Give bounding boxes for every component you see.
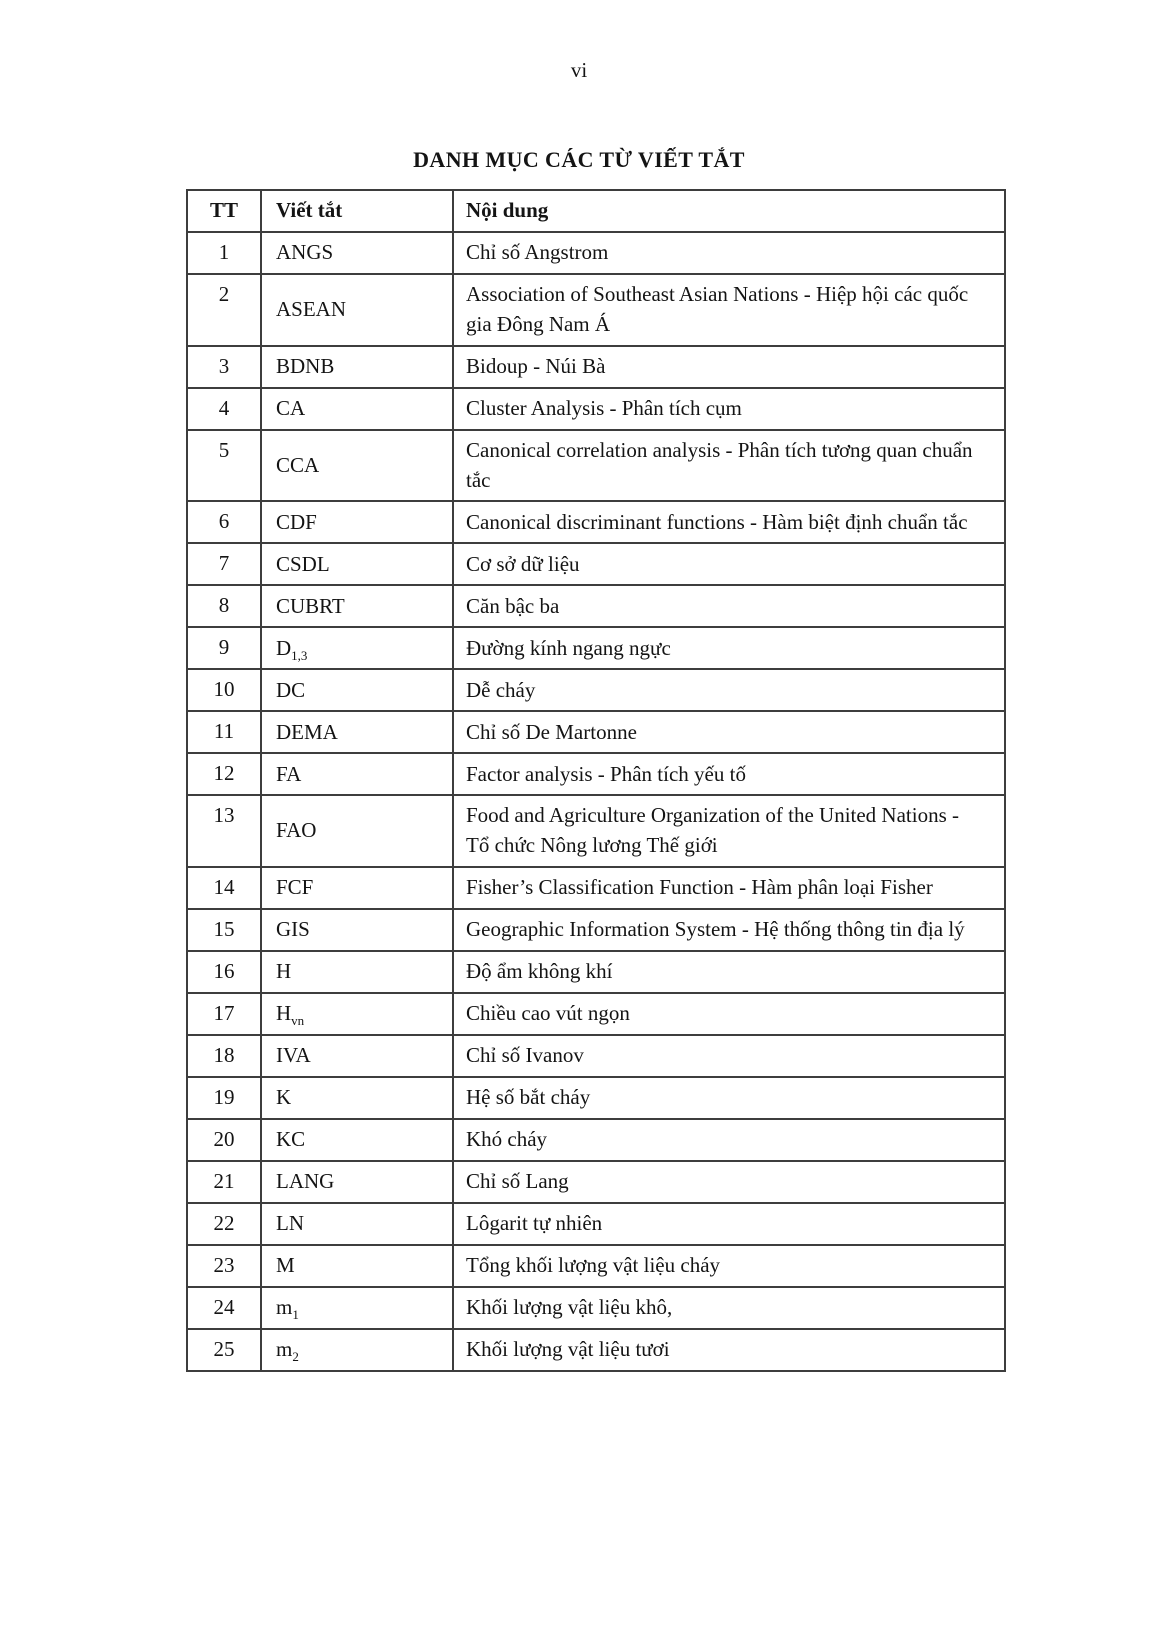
table-row: [187, 1245, 1005, 1287]
table-row: [187, 1203, 1005, 1245]
cell-tt: 22: [187, 1203, 261, 1245]
cell-abbreviation: IVA: [261, 1035, 453, 1077]
cell-content: Khối lượng vật liệu khô,: [453, 1287, 1005, 1329]
cell-tt: 5: [187, 430, 261, 502]
cell-content: Cơ sở dữ liệu: [453, 543, 1005, 585]
cell-tt: 18: [187, 1035, 261, 1077]
cell-tt: 3: [187, 346, 261, 388]
table-row: [187, 388, 1005, 430]
cell-content: Canonical discriminant functions - Hàm biệt định chuẩn tắc: [453, 501, 1005, 543]
table-row: [187, 1161, 1005, 1203]
cell-abbreviation: $D_{1,3}$: [261, 627, 453, 669]
cell-abbreviation: FAO: [261, 795, 453, 867]
cell-abbreviation: $m_2$: [261, 1329, 453, 1371]
cell-tt: 20: [187, 1119, 261, 1161]
cell-tt: 7: [187, 543, 261, 585]
cell-abbreviation: ASEAN: [261, 274, 453, 346]
cell-tt: 2: [187, 274, 261, 346]
cell-tt: 6: [187, 501, 261, 543]
table-row: [187, 585, 1005, 627]
cell-tt: 23: [187, 1245, 261, 1287]
cell-tt: 10: [187, 669, 261, 711]
header-tt: TT: [187, 190, 261, 232]
table-row: [187, 501, 1005, 543]
table-body: [187, 232, 1005, 1371]
abbreviation-subscript: 1,3: [291, 647, 308, 663]
cell-abbreviation: BDNB: [261, 346, 453, 388]
header-viet-tat: Viết tắt: [261, 190, 453, 232]
cell-content: Dễ cháy: [453, 669, 1005, 711]
cell-abbreviation: CDF: [261, 501, 453, 543]
table-row: [187, 1287, 1005, 1329]
table-row: [187, 1119, 1005, 1161]
cell-tt: 15: [187, 909, 261, 951]
cell-content: Factor analysis - Phân tích yếu tố: [453, 753, 1005, 795]
abbreviation-subscript: vn: [291, 1013, 305, 1029]
table-row: [187, 711, 1005, 753]
cell-abbreviation: FCF: [261, 867, 453, 909]
table-row: [187, 867, 1005, 909]
abbreviation-subscript: 1: [292, 1307, 299, 1323]
table-row: [187, 993, 1005, 1035]
cell-tt: 11: [187, 711, 261, 753]
table-row: [187, 669, 1005, 711]
table-row: [187, 951, 1005, 993]
cell-abbreviation: LANG: [261, 1161, 453, 1203]
cell-content: Chiều cao vút ngọn: [453, 993, 1005, 1035]
cell-tt: 1: [187, 232, 261, 274]
table-header-row: [187, 190, 1005, 232]
cell-abbreviation: DEMA: [261, 711, 453, 753]
cell-tt: 8: [187, 585, 261, 627]
table-row: [187, 753, 1005, 795]
cell-tt: 19: [187, 1077, 261, 1119]
cell-tt: 25: [187, 1329, 261, 1371]
cell-tt: 4: [187, 388, 261, 430]
cell-tt: 9: [187, 627, 261, 669]
cell-tt: 14: [187, 867, 261, 909]
cell-content: Chỉ số De Martonne: [453, 711, 1005, 753]
table-row: [187, 274, 1005, 346]
abbreviations-table: [186, 189, 1006, 1372]
table-row: [187, 1035, 1005, 1077]
cell-abbreviation: CSDL: [261, 543, 453, 585]
header-noi-dung: Nội dung: [453, 190, 1005, 232]
cell-abbreviation: DC: [261, 669, 453, 711]
table-row: [187, 232, 1005, 274]
cell-abbreviation: M: [261, 1245, 453, 1287]
table-row: [187, 795, 1005, 867]
abbreviation-subscript: 2: [292, 1349, 299, 1365]
cell-content: Tổng khối lượng vật liệu cháy: [453, 1245, 1005, 1287]
cell-content: Độ ẩm không khí: [453, 951, 1005, 993]
cell-abbreviation: KC: [261, 1119, 453, 1161]
page-number: vi: [570, 58, 588, 82]
cell-content: Fisher’s Classification Function - Hàm phân loại Fisher: [453, 867, 1005, 909]
cell-tt: 12: [187, 753, 261, 795]
cell-tt: 16: [187, 951, 261, 993]
cell-content: Cluster Analysis - Phân tích cụm: [453, 388, 1005, 430]
cell-tt: 13: [187, 795, 261, 867]
page-title: DANH MỤC CÁC TỪ VIẾT TẮT: [413, 147, 745, 173]
cell-content: Căn bậc ba: [453, 585, 1005, 627]
cell-content: Canonical correlation analysis - Phân tích tương quan chuẩn tắc: [453, 430, 1005, 502]
cell-abbreviation: CUBRT: [261, 585, 453, 627]
cell-content: Association of Southeast Asian Nations - Hiệp hội các quốc gia Đông Nam Á: [453, 274, 1005, 346]
cell-abbreviation: GIS: [261, 909, 453, 951]
table-row: [187, 627, 1005, 669]
cell-abbreviation: K: [261, 1077, 453, 1119]
cell-abbreviation: CA: [261, 388, 453, 430]
cell-content: Bidoup - Núi Bà: [453, 346, 1005, 388]
table-row: [187, 1077, 1005, 1119]
cell-content: Chỉ số Lang: [453, 1161, 1005, 1203]
cell-abbreviation: LN: [261, 1203, 453, 1245]
cell-content: Khó cháy: [453, 1119, 1005, 1161]
table-row: [187, 1329, 1005, 1371]
table-row: [187, 909, 1005, 951]
table-row: [187, 543, 1005, 585]
cell-content: Lôgarit tự nhiên: [453, 1203, 1005, 1245]
cell-tt: 17: [187, 993, 261, 1035]
cell-content: Food and Agriculture Organization of the United Nations - Tổ chức Nông lương Thế giới: [453, 795, 1005, 867]
cell-content: Đường kính ngang ngực: [453, 627, 1005, 669]
cell-abbreviation: FA: [261, 753, 453, 795]
cell-abbreviation: $m_1$: [261, 1287, 453, 1329]
cell-content: Chỉ số Angstrom: [453, 232, 1005, 274]
cell-tt: 24: [187, 1287, 261, 1329]
cell-content: Khối lượng vật liệu tươi: [453, 1329, 1005, 1371]
table-row: [187, 430, 1005, 502]
cell-abbreviation: H: [261, 951, 453, 993]
cell-content: Hệ số bắt cháy: [453, 1077, 1005, 1119]
cell-content: Geographic Information System - Hệ thống thông tin địa lý: [453, 909, 1005, 951]
cell-content: Chỉ số Ivanov: [453, 1035, 1005, 1077]
cell-abbreviation: $H_{vn}$: [261, 993, 453, 1035]
table-row: [187, 346, 1005, 388]
cell-tt: 21: [187, 1161, 261, 1203]
cell-abbreviation: ANGS: [261, 232, 453, 274]
cell-abbreviation: CCA: [261, 430, 453, 502]
